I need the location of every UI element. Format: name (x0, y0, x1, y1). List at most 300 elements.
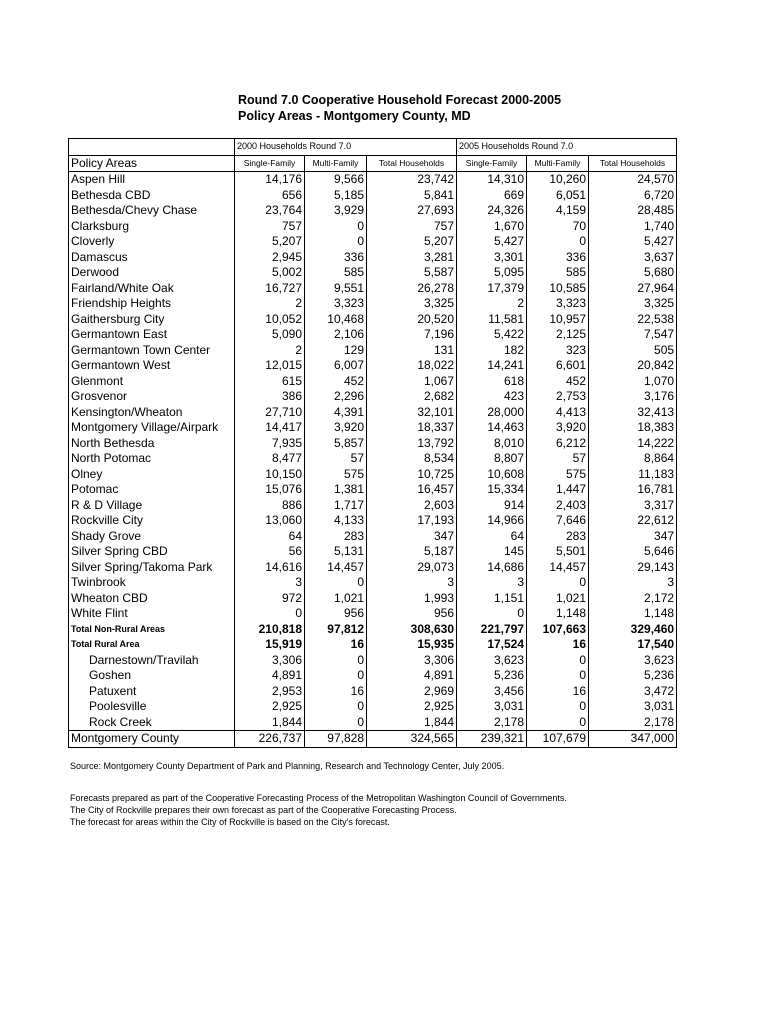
cell-t2005: 7,547 (589, 327, 677, 343)
header-multi-family-2000: Multi-Family (305, 155, 367, 172)
cell-sf2005: 10,608 (457, 467, 527, 483)
cell-mf2000: 14,457 (305, 560, 367, 576)
cell-mf2005: 585 (527, 265, 589, 281)
policy-area-name: Grosvenor (69, 389, 235, 405)
cell-sf2000: 2,953 (235, 684, 305, 700)
cell-t2000: 324,565 (367, 731, 457, 748)
policy-area-name: R & D Village (69, 498, 235, 514)
cell-sf2000: 0 (235, 606, 305, 622)
cell-sf2000: 27,710 (235, 405, 305, 421)
cell-mf2005: 0 (527, 668, 589, 684)
cell-mf2000: 4,391 (305, 405, 367, 421)
policy-area-name: Derwood (69, 265, 235, 281)
cell-t2005: 18,383 (589, 420, 677, 436)
table-row (69, 451, 677, 467)
header-column-row (69, 155, 677, 172)
cell-mf2000: 4,133 (305, 513, 367, 529)
cell-mf2005: 107,679 (527, 731, 589, 748)
cell-sf2000: 3 (235, 575, 305, 591)
header-group-row (69, 139, 677, 156)
cell-t2005: 329,460 (589, 622, 677, 638)
policy-area-name: Poolesville (69, 699, 235, 715)
cell-t2005: 24,570 (589, 172, 677, 188)
cell-mf2000: 3,929 (305, 203, 367, 219)
cell-t2005: 347,000 (589, 731, 677, 748)
table-row (69, 513, 677, 529)
cell-t2000: 2,682 (367, 389, 457, 405)
table-row (69, 250, 677, 266)
cell-mf2000: 5,131 (305, 544, 367, 560)
cell-sf2000: 615 (235, 374, 305, 390)
cell-sf2005: 14,310 (457, 172, 527, 188)
cell-t2005: 8,864 (589, 451, 677, 467)
policy-area-name: Bethesda CBD (69, 188, 235, 204)
cell-mf2005: 575 (527, 467, 589, 483)
cell-t2005: 3,317 (589, 498, 677, 514)
cell-mf2000: 0 (305, 575, 367, 591)
cell-mf2005: 14,457 (527, 560, 589, 576)
cell-mf2000: 5,857 (305, 436, 367, 452)
policy-area-name: Rock Creek (69, 715, 235, 731)
cell-mf2005: 5,501 (527, 544, 589, 560)
rural-table-row (69, 699, 677, 715)
cell-t2005: 17,540 (589, 637, 677, 653)
table-row (69, 591, 677, 607)
cell-mf2005: 1,021 (527, 591, 589, 607)
header-multi-family-2005: Multi-Family (527, 155, 589, 172)
cell-sf2005: 5,236 (457, 668, 527, 684)
table-row (69, 281, 677, 297)
cell-mf2000: 3,323 (305, 296, 367, 312)
policy-area-name: Damascus (69, 250, 235, 266)
cell-mf2005: 10,585 (527, 281, 589, 297)
cell-t2005: 1,740 (589, 219, 677, 235)
cell-mf2005: 323 (527, 343, 589, 359)
cell-mf2000: 0 (305, 219, 367, 235)
cell-sf2005: 24,326 (457, 203, 527, 219)
cell-mf2000: 0 (305, 668, 367, 684)
policy-area-name: Silver Spring/Takoma Park (69, 560, 235, 576)
county-total-row (69, 731, 677, 748)
cell-t2005: 2,172 (589, 591, 677, 607)
cell-mf2000: 10,468 (305, 312, 367, 328)
cell-mf2005: 2,753 (527, 389, 589, 405)
cell-sf2005: 3,456 (457, 684, 527, 700)
cell-mf2005: 452 (527, 374, 589, 390)
cell-mf2000: 575 (305, 467, 367, 483)
cell-t2000: 18,337 (367, 420, 457, 436)
cell-mf2000: 57 (305, 451, 367, 467)
cell-sf2000: 5,207 (235, 234, 305, 250)
cell-t2000: 757 (367, 219, 457, 235)
cell-sf2000: 886 (235, 498, 305, 514)
policy-area-name: Germantown East (69, 327, 235, 343)
cell-sf2000: 757 (235, 219, 305, 235)
cell-sf2005: 221,797 (457, 622, 527, 638)
cell-sf2000: 2 (235, 296, 305, 312)
cell-mf2000: 9,566 (305, 172, 367, 188)
cell-t2005: 3,176 (589, 389, 677, 405)
cell-sf2005: 239,321 (457, 731, 527, 748)
cell-sf2000: 656 (235, 188, 305, 204)
cell-sf2005: 1,670 (457, 219, 527, 235)
table-row (69, 436, 677, 452)
cell-t2005: 3,031 (589, 699, 677, 715)
cell-mf2000: 6,007 (305, 358, 367, 374)
cell-t2000: 18,022 (367, 358, 457, 374)
cell-mf2000: 3,920 (305, 420, 367, 436)
table-row (69, 172, 677, 188)
cell-sf2005: 5,427 (457, 234, 527, 250)
cell-sf2000: 56 (235, 544, 305, 560)
cell-sf2000: 5,090 (235, 327, 305, 343)
forecast-table (68, 138, 677, 748)
cell-sf2005: 3,623 (457, 653, 527, 669)
cell-sf2005: 14,463 (457, 420, 527, 436)
policy-area-name: White Flint (69, 606, 235, 622)
cell-t2000: 3,306 (367, 653, 457, 669)
cell-mf2000: 9,551 (305, 281, 367, 297)
cell-mf2005: 6,212 (527, 436, 589, 452)
cell-t2005: 5,646 (589, 544, 677, 560)
table-row (69, 234, 677, 250)
cell-sf2005: 8,010 (457, 436, 527, 452)
rural-table-row (69, 668, 677, 684)
cell-mf2000: 5,185 (305, 188, 367, 204)
cell-sf2005: 669 (457, 188, 527, 204)
cell-t2000: 4,891 (367, 668, 457, 684)
cell-t2000: 5,587 (367, 265, 457, 281)
policy-area-name: Bethesda/Chevy Chase (69, 203, 235, 219)
total-rural-row (69, 637, 677, 653)
title-line-1: Round 7.0 Cooperative Household Forecast 2000-2005 (238, 93, 562, 107)
cell-t2000: 2,925 (367, 699, 457, 715)
policy-area-name: Shady Grove (69, 529, 235, 545)
cell-mf2000: 16 (305, 637, 367, 653)
cell-mf2005: 4,159 (527, 203, 589, 219)
policy-area-name: Potomac (69, 482, 235, 498)
cell-mf2005: 1,447 (527, 482, 589, 498)
cell-t2000: 1,844 (367, 715, 457, 731)
table-row (69, 606, 677, 622)
cell-sf2000: 386 (235, 389, 305, 405)
cell-mf2005: 0 (527, 715, 589, 731)
rural-table-row (69, 684, 677, 700)
cell-sf2000: 15,076 (235, 482, 305, 498)
table-row (69, 358, 677, 374)
table-row (69, 203, 677, 219)
cell-sf2000: 15,919 (235, 637, 305, 653)
cell-sf2000: 14,616 (235, 560, 305, 576)
cell-mf2000: 283 (305, 529, 367, 545)
cell-mf2005: 0 (527, 653, 589, 669)
policy-area-name: Glenmont (69, 374, 235, 390)
policy-area-name: Fairland/White Oak (69, 281, 235, 297)
cell-sf2000: 972 (235, 591, 305, 607)
title-line-2: Policy Areas - Montgomery County, MD (238, 109, 471, 123)
cell-sf2000: 5,002 (235, 265, 305, 281)
cell-t2005: 6,720 (589, 188, 677, 204)
cell-mf2005: 70 (527, 219, 589, 235)
policy-area-name: Patuxent (69, 684, 235, 700)
cell-sf2005: 5,095 (457, 265, 527, 281)
cell-t2005: 20,842 (589, 358, 677, 374)
cell-mf2005: 1,148 (527, 606, 589, 622)
cell-mf2000: 2,106 (305, 327, 367, 343)
policy-area-name: Silver Spring CBD (69, 544, 235, 560)
policy-area-name: Friendship Heights (69, 296, 235, 312)
cell-mf2005: 6,601 (527, 358, 589, 374)
cell-t2000: 3 (367, 575, 457, 591)
cell-sf2000: 14,417 (235, 420, 305, 436)
cell-t2005: 3,623 (589, 653, 677, 669)
cell-mf2005: 6,051 (527, 188, 589, 204)
cell-mf2000: 0 (305, 699, 367, 715)
cell-t2000: 347 (367, 529, 457, 545)
cell-sf2005: 15,334 (457, 482, 527, 498)
cell-sf2005: 17,524 (457, 637, 527, 653)
table-row (69, 544, 677, 560)
cell-t2005: 32,413 (589, 405, 677, 421)
cell-mf2000: 956 (305, 606, 367, 622)
cell-sf2005: 14,686 (457, 560, 527, 576)
cell-sf2000: 23,764 (235, 203, 305, 219)
cell-sf2000: 64 (235, 529, 305, 545)
cell-t2000: 5,841 (367, 188, 457, 204)
total-non-rural-row (69, 622, 677, 638)
header-2005-group: 2005 Households Round 7.0 (457, 139, 677, 156)
cell-t2005: 1,148 (589, 606, 677, 622)
footnote-2: The City of Rockville prepares their own forecast as part of the Cooperative Forecasting Process. (70, 805, 457, 815)
cell-t2000: 13,792 (367, 436, 457, 452)
policy-area-name: Goshen (69, 668, 235, 684)
policy-area-name: Olney (69, 467, 235, 483)
policy-area-name: Germantown Town Center (69, 343, 235, 359)
cell-sf2005: 145 (457, 544, 527, 560)
table-row (69, 374, 677, 390)
header-corner (69, 139, 235, 156)
cell-sf2005: 3,031 (457, 699, 527, 715)
cell-sf2000: 2 (235, 343, 305, 359)
table-row (69, 389, 677, 405)
cell-mf2005: 0 (527, 575, 589, 591)
cell-t2000: 5,207 (367, 234, 457, 250)
document-title (238, 92, 561, 124)
cell-mf2000: 129 (305, 343, 367, 359)
cell-sf2005: 17,379 (457, 281, 527, 297)
cell-sf2005: 1,151 (457, 591, 527, 607)
cell-mf2000: 0 (305, 715, 367, 731)
cell-sf2005: 2 (457, 296, 527, 312)
policy-area-name: Montgomery County (69, 731, 235, 748)
cell-t2000: 23,742 (367, 172, 457, 188)
cell-t2000: 16,457 (367, 482, 457, 498)
cell-sf2005: 618 (457, 374, 527, 390)
cell-sf2005: 8,807 (457, 451, 527, 467)
cell-t2005: 2,178 (589, 715, 677, 731)
cell-t2005: 22,612 (589, 513, 677, 529)
cell-t2005: 5,427 (589, 234, 677, 250)
policy-area-name: Darnestown/Travilah (69, 653, 235, 669)
table-row (69, 405, 677, 421)
policy-area-name: Montgomery Village/Airpark (69, 420, 235, 436)
table-row (69, 343, 677, 359)
cell-t2000: 32,101 (367, 405, 457, 421)
rural-table-row (69, 653, 677, 669)
table-row (69, 575, 677, 591)
cell-t2000: 3,281 (367, 250, 457, 266)
cell-mf2000: 0 (305, 234, 367, 250)
cell-t2005: 11,183 (589, 467, 677, 483)
cell-mf2000: 97,812 (305, 622, 367, 638)
cell-sf2000: 13,060 (235, 513, 305, 529)
policy-area-name: Gaithersburg City (69, 312, 235, 328)
cell-t2000: 27,693 (367, 203, 457, 219)
table-row (69, 327, 677, 343)
table-row (69, 265, 677, 281)
cell-sf2005: 11,581 (457, 312, 527, 328)
cell-t2000: 8,534 (367, 451, 457, 467)
cell-mf2000: 97,828 (305, 731, 367, 748)
cell-t2000: 1,993 (367, 591, 457, 607)
cell-sf2005: 14,241 (457, 358, 527, 374)
cell-mf2000: 1,021 (305, 591, 367, 607)
header-policy-areas: Policy Areas (69, 155, 235, 172)
table-row (69, 420, 677, 436)
cell-mf2005: 283 (527, 529, 589, 545)
footnote-1: Forecasts prepared as part of the Cooperative Forecasting Process of the Metropolitan Washington Council of Governments. (70, 793, 567, 803)
cell-sf2005: 64 (457, 529, 527, 545)
cell-mf2005: 0 (527, 234, 589, 250)
cell-mf2005: 0 (527, 699, 589, 715)
cell-sf2005: 2,178 (457, 715, 527, 731)
cell-sf2005: 3,301 (457, 250, 527, 266)
cell-t2005: 505 (589, 343, 677, 359)
cell-mf2005: 10,957 (527, 312, 589, 328)
rural-table-row (69, 715, 677, 731)
cell-t2000: 131 (367, 343, 457, 359)
policy-area-name: Rockville City (69, 513, 235, 529)
cell-sf2000: 12,015 (235, 358, 305, 374)
table-row (69, 219, 677, 235)
cell-sf2005: 5,422 (457, 327, 527, 343)
header-single-family-2000: Single-Family (235, 155, 305, 172)
cell-t2005: 14,222 (589, 436, 677, 452)
cell-t2005: 347 (589, 529, 677, 545)
cell-t2005: 3,325 (589, 296, 677, 312)
cell-mf2000: 1,717 (305, 498, 367, 514)
cell-t2000: 5,187 (367, 544, 457, 560)
cell-sf2000: 16,727 (235, 281, 305, 297)
cell-sf2005: 182 (457, 343, 527, 359)
cell-sf2000: 4,891 (235, 668, 305, 684)
cell-sf2005: 914 (457, 498, 527, 514)
cell-mf2000: 452 (305, 374, 367, 390)
cell-mf2005: 4,413 (527, 405, 589, 421)
cell-sf2000: 3,306 (235, 653, 305, 669)
table-row (69, 560, 677, 576)
cell-t2005: 29,143 (589, 560, 677, 576)
policy-area-name: Kensington/Wheaton (69, 405, 235, 421)
cell-sf2005: 423 (457, 389, 527, 405)
policy-area-name: Cloverly (69, 234, 235, 250)
cell-t2005: 22,538 (589, 312, 677, 328)
cell-t2000: 7,196 (367, 327, 457, 343)
cell-t2000: 10,725 (367, 467, 457, 483)
header-single-family-2005: Single-Family (457, 155, 527, 172)
footnote-3: The forecast for areas within the City of Rockville is based on the City's forecast. (70, 817, 390, 827)
cell-mf2005: 7,646 (527, 513, 589, 529)
cell-mf2000: 336 (305, 250, 367, 266)
cell-mf2005: 10,260 (527, 172, 589, 188)
cell-t2005: 5,680 (589, 265, 677, 281)
cell-t2000: 308,630 (367, 622, 457, 638)
policy-area-name: Germantown West (69, 358, 235, 374)
cell-sf2005: 14,966 (457, 513, 527, 529)
cell-sf2005: 28,000 (457, 405, 527, 421)
table-row (69, 529, 677, 545)
policy-area-name: Clarksburg (69, 219, 235, 235)
cell-t2005: 27,964 (589, 281, 677, 297)
policy-area-name: Total Non-Rural Areas (69, 622, 235, 638)
table-row (69, 312, 677, 328)
cell-mf2005: 2,403 (527, 498, 589, 514)
cell-t2000: 29,073 (367, 560, 457, 576)
source-note: Source: Montgomery County Department of Park and Planning, Research and Technology Center, July 2005. (70, 761, 505, 771)
cell-sf2000: 210,818 (235, 622, 305, 638)
policy-area-name: Wheaton CBD (69, 591, 235, 607)
cell-t2005: 16,781 (589, 482, 677, 498)
cell-mf2000: 2,296 (305, 389, 367, 405)
cell-t2000: 26,278 (367, 281, 457, 297)
cell-mf2005: 16 (527, 684, 589, 700)
cell-sf2000: 226,737 (235, 731, 305, 748)
cell-t2000: 1,067 (367, 374, 457, 390)
policy-area-name: Total Rural Area (69, 637, 235, 653)
cell-mf2000: 1,381 (305, 482, 367, 498)
cell-mf2000: 0 (305, 653, 367, 669)
cell-sf2000: 7,935 (235, 436, 305, 452)
cell-mf2005: 3,920 (527, 420, 589, 436)
cell-sf2005: 3 (457, 575, 527, 591)
header-total-households-2005: Total Households (589, 155, 677, 172)
cell-t2005: 3,637 (589, 250, 677, 266)
table-row (69, 188, 677, 204)
cell-mf2005: 336 (527, 250, 589, 266)
table-row (69, 467, 677, 483)
cell-sf2000: 10,052 (235, 312, 305, 328)
policy-area-name: Aspen Hill (69, 172, 235, 188)
cell-t2005: 28,485 (589, 203, 677, 219)
footnotes (70, 792, 567, 828)
cell-mf2000: 16 (305, 684, 367, 700)
cell-mf2005: 57 (527, 451, 589, 467)
cell-mf2005: 107,663 (527, 622, 589, 638)
cell-t2000: 20,520 (367, 312, 457, 328)
cell-sf2000: 2,925 (235, 699, 305, 715)
header-total-households-2000: Total Households (367, 155, 457, 172)
table-row (69, 498, 677, 514)
policy-area-name: North Potomac (69, 451, 235, 467)
cell-t2005: 1,070 (589, 374, 677, 390)
cell-mf2000: 585 (305, 265, 367, 281)
cell-t2000: 2,603 (367, 498, 457, 514)
cell-t2000: 15,935 (367, 637, 457, 653)
cell-mf2005: 2,125 (527, 327, 589, 343)
cell-mf2005: 3,323 (527, 296, 589, 312)
table-row (69, 296, 677, 312)
policy-area-name: North Bethesda (69, 436, 235, 452)
